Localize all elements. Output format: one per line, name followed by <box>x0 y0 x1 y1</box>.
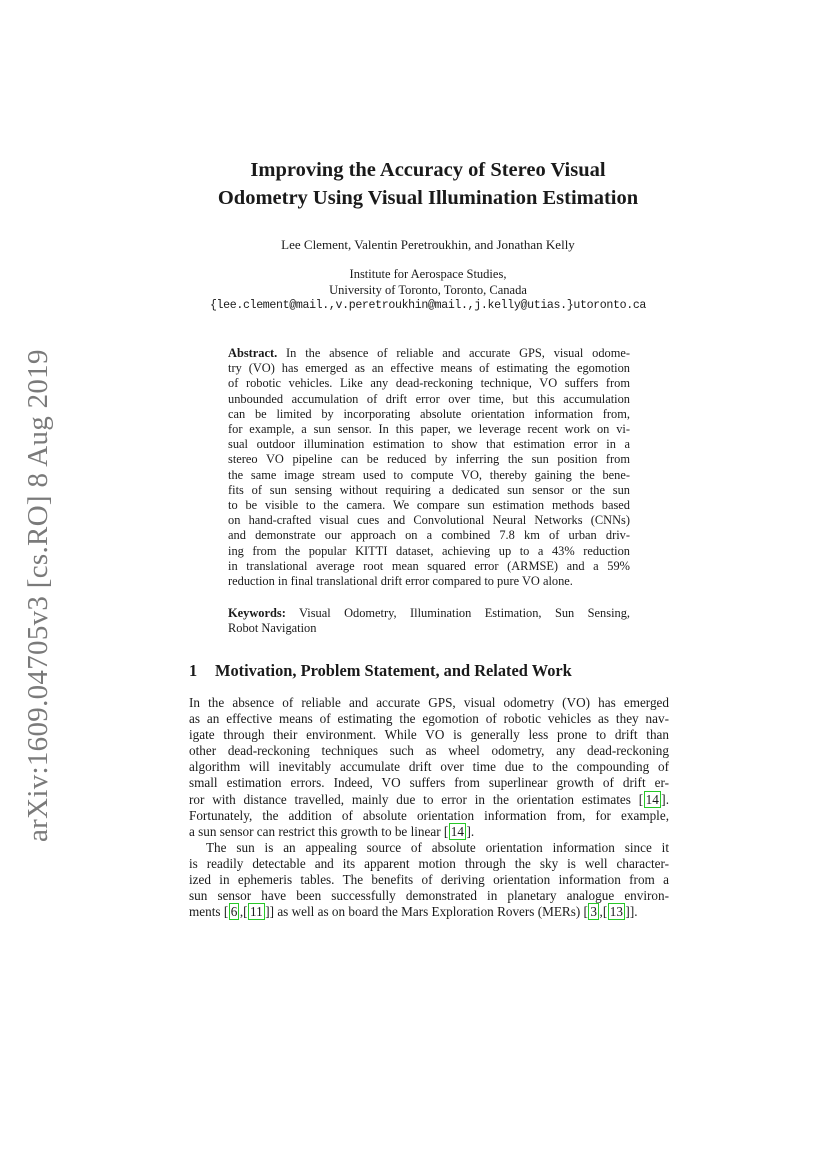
arxiv-side-stamp: arXiv:1609.04705v3 [cs.RO] 8 Aug 2019 <box>22 349 54 842</box>
citation-link[interactable]: 3 <box>590 904 598 920</box>
abstract-line: fits of sun sensing without requiring a dedicated sun sensor or the sun <box>228 482 630 497</box>
paragraph-line: algorithm will inevitably accumulate drift over time due to the compounding of <box>189 759 669 775</box>
paragraph-line: a sun sensor can restrict this growth to be linear [ 14 ]. <box>189 823 475 839</box>
paragraph-line: small estimation errors. Indeed, VO suffers from superlinear growth of drift er- <box>189 775 669 791</box>
abstract-line: stereo VO pipeline can be reduced by inferring the sun position from <box>228 452 630 467</box>
paragraph-text: ments <box>189 904 221 920</box>
section-title: Motivation, Problem Statement, and Related Work <box>215 661 572 680</box>
abstract-line: to be visible to the camera. We compare sun estimation methods based <box>228 498 630 513</box>
paragraph-line: In the absence of reliable and accurate GPS, visual odometry (VO) has emerged <box>189 695 669 710</box>
affiliation <box>160 266 696 314</box>
title-line-2: Odometry Using Visual Illumination Estimation <box>217 187 639 209</box>
abstract-line: and demonstrate our approach on a combined 7.8 km of urban driv- <box>228 528 630 543</box>
author-list: Lee Clement, Valentin Peretroukhin, and Jonathan Kelly <box>281 237 575 252</box>
body-text <box>189 695 669 920</box>
keywords-line <box>228 606 630 621</box>
paragraph-line: ized in ephemeris tables. The benefits of deriving orientation information from a <box>189 872 669 888</box>
title-line-1: Improving the Accuracy of Stereo Visual <box>250 159 606 181</box>
citation-link[interactable]: 13 <box>609 904 623 920</box>
abstract-line: ing from the popular KITTI dataset, achieving up to a 43% reduction <box>228 543 630 558</box>
citation-link[interactable]: 14 <box>450 823 464 839</box>
abstract-line: can be limited by incorporating absolute orientation information from, <box>228 406 630 421</box>
paragraph-line: Fortunately, the addition of absolute orientation information from, for example, <box>189 807 669 823</box>
section-number: 1 <box>189 661 198 680</box>
abstract-text: In the absence of reliable and accurate GPS, visual odome- <box>286 346 630 360</box>
paragraph-line: ror with distance travelled, mainly due to error in the orientation estimates [ 14 ]. <box>189 791 669 807</box>
citation-link[interactable]: 11 <box>250 904 263 920</box>
section-heading <box>189 661 572 681</box>
abstract-line: the same image stream used to compute VO, thereby gaining the bene- <box>228 467 630 482</box>
paragraph-line: sun sensor have been successfully demonstrated in planetary analogue environ- <box>189 888 669 904</box>
paragraph-text: ror with distance travelled, mainly due to error in the orientation estimates <box>189 791 631 807</box>
paragraph-text: . <box>470 823 475 839</box>
keywords-line: Robot Navigation <box>228 621 317 636</box>
abstract-line <box>228 346 630 361</box>
abstract-line: for example, a sun sensor. In this paper, we leverage recent work on vi- <box>228 422 630 437</box>
abstract-label: Abstract. <box>228 346 278 360</box>
paragraph-line: other dead-reckoning techniques such as wheel odometry, any dead-reckoning <box>189 743 669 759</box>
citation-link[interactable]: 14 <box>645 791 659 807</box>
keywords-text: Visual Odometry, Illumination Estimation, Sun Sensing, <box>299 606 631 620</box>
paragraph-text: . <box>634 904 638 920</box>
paragraph-line: The sun is an appealing source of absolute orientation information since it <box>206 839 669 855</box>
university-name: University of Toronto, Toronto, Canada <box>329 283 527 297</box>
abstract-line: unbounded accumulation of drift error over time, but this accumulation <box>228 391 630 406</box>
abstract-line: on hand-crafted visual cues and Convolutional Neural Networks (CNNs) <box>228 513 630 528</box>
keywords-block <box>228 606 630 636</box>
paragraph-text: as well as on board the Mars Exploration Rovers (MERs) <box>277 904 581 920</box>
paragraph-text: a sun sensor can restrict this growth to be linear <box>189 823 441 839</box>
abstract-block <box>228 346 630 589</box>
abstract-line: in translational average root mean squared error (ARMSE) and a 59% <box>228 558 630 573</box>
paragraph-line: igate through their environment. While VO is generally less prone to drift than <box>189 727 669 743</box>
citation-link[interactable]: 6 <box>230 904 238 920</box>
abstract-line: of robotic vehicles. Like any dead-reckoning technique, VO suffers from <box>228 376 630 391</box>
paragraph-text: . <box>665 791 669 807</box>
paragraph-line: ments [ 6 ,[ 11 ]] as well as on board the Mars Exploration Rovers (MERs) [ 3 ,[ 13 ]]. <box>189 904 638 920</box>
abstract-line: reduction in final translational drift error compared to pure VO alone. <box>228 574 573 589</box>
email-addresses: {lee.clement@mail.,v.peretroukhin@mail.,j.kelly@utias.}utoronto.ca <box>209 299 647 312</box>
keywords-label: Keywords: <box>228 606 286 620</box>
abstract-line: sual outdoor illumination estimation to show that estimation error in a <box>228 437 630 452</box>
paragraph-line: as an effective means of estimating the egomotion of robotic vehicles as they nav- <box>189 711 669 727</box>
abstract-line: try (VO) has emerged as an effective means of estimating the egomotion <box>228 361 630 376</box>
paper-title <box>160 156 696 212</box>
institute-name: Institute for Aerospace Studies, <box>349 267 507 281</box>
paragraph-line: is readily detectable and its apparent motion through the sky is well character- <box>189 855 669 871</box>
